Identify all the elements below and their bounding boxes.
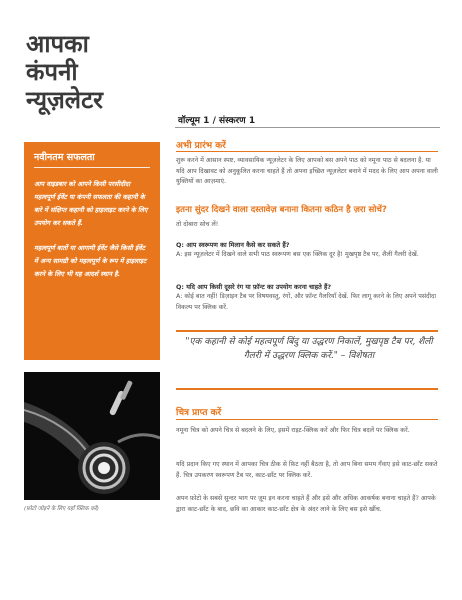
answer-2: A: कोई बात नहीं! डिज़ाइन टैब पर विषयवस्तु, रंगों, और फ़ॉन्ट गैलरियाँ देखें. फिर लागू करने के लिए अपने पसंदीदा विकल्प पर क्लिक करें.	[176, 293, 436, 311]
section-intro: तो दोबारा सोच लें!	[176, 221, 219, 228]
photo-caption: (फ़ोटो जोड़ने के लिए यहाँ क्लिक करें)	[24, 506, 99, 512]
volume-issue: वॉल्यूम 1 / संस्करण 1	[178, 116, 256, 126]
section-get-started	[176, 138, 438, 151]
section-body: शुरू करने में आसान स्पष्ट, व्यावसायिक न्यूज़लेटर के लिए आपको बस अपने पाठ को नमूना पाठ से बदलना है. या यदि आप दिखावट को अनुकूलित करना चाहते हैं तो अपना इच्छित न्यूज़लेटर बनाने में मदद के लिए आप अपना वाली युक्तियों का आज़माएं.	[176, 157, 438, 185]
volume-divider	[175, 127, 440, 128]
title-line-3: न्यूज़लेटर	[26, 86, 103, 114]
answer-1: A: इस न्यूज़लेटर में दिखने वाले सभी पाठ स्वरूपण बस एक क्लिक दूर है! मुखपृष्ठ टैब पर, शैली गैलरी देखें.	[176, 251, 419, 258]
newsletter-title	[26, 30, 176, 114]
sidebar-paragraph-1: आप वाइडबार को आपने किसी परसीदीदा महत्वपूर्ण ईवेंट या कंपनी सफलता की कहानी के बारे में संक्षिप्त कहानी को हाइलाइट करने के लिए उपयोग कर सकते हैं.	[34, 180, 148, 227]
section-heading: अभी प्रारंभ करें	[176, 141, 226, 151]
pictures-paragraph-3: अपन फ़ोटो के सबसे सुन्दर भाग पर ज़ूम इन करना चाहते हैं और इसे और अधिक आकर्षक बनाना चाहते हैं? आपके द्वारा काट-छाँट के बाद, छवि का आकार काट-छाँट क्षेत्र के अंदर लाने के लिए बस इसे खींच.	[176, 495, 436, 513]
question-1: Q: आप स्वरूपण का मिलान कैसे कर सकते हैं?	[176, 241, 290, 249]
violin-scroll-image	[24, 372, 160, 500]
pull-quote: "एक कहानी से कोई महत्वपूर्ण बिंदु या उद्धरण निकालें, मुखपृष्ठ टैब पर, शैली गैलरी में उद्धरण क्लिक करें." – विशेषता	[185, 337, 433, 361]
section-heading-3: चित्र प्राप्त करें	[176, 408, 222, 418]
sidebar-divider	[34, 167, 150, 168]
quote-top-rule	[176, 330, 438, 332]
pictures-paragraph-2: यदि प्रदान किए गए स्थान में आपका चित्र ठीक से फ़िट नहीं बैठता है, तो आप बिना समय गँवाए इसे काट-छाँट सकते हैं. चित्र उपकरण स्वरूपण टैब पर, काट-छाँट पर क्लिक करें.	[176, 461, 438, 479]
title-line-1: आपका	[26, 30, 89, 58]
sidebar-box	[24, 142, 160, 360]
sidebar-paragraph-2: महत्वपूर्ण बातों या आगामी ईवेंट जैसे किसी ईवेंट में अन्य सामग्री को महत्वपूर्ण के रूप में हाइलाइट करने के लिए भी यह आदर्श स्थान है.	[34, 244, 147, 278]
section-divider-3	[176, 419, 438, 420]
question-2: Q: यदि आप किसी दूसरे रंग या फ़ॉन्ट का उपयोग करना चाहते हैं?	[176, 283, 332, 291]
title-line-2: कंपनी	[26, 58, 78, 86]
violin-scroll-photo[interactable]	[24, 372, 160, 500]
section-divider	[176, 151, 438, 152]
sidebar-title: नवीनतम सफलता	[34, 152, 95, 163]
pictures-paragraph-1: नमूना चित्र को अपने चित्र से बदलने के लिए, इसमें राइट-क्लिक करें और फिर चित्र बदलें पर क्लिक करें.	[176, 427, 410, 434]
quote-bottom-rule	[176, 388, 438, 390]
section-heading-2: इतना सुंदर दिखने वाला दस्तावेज़ बनाना कितना कठिन है ज़रा सोचें?	[176, 205, 387, 215]
